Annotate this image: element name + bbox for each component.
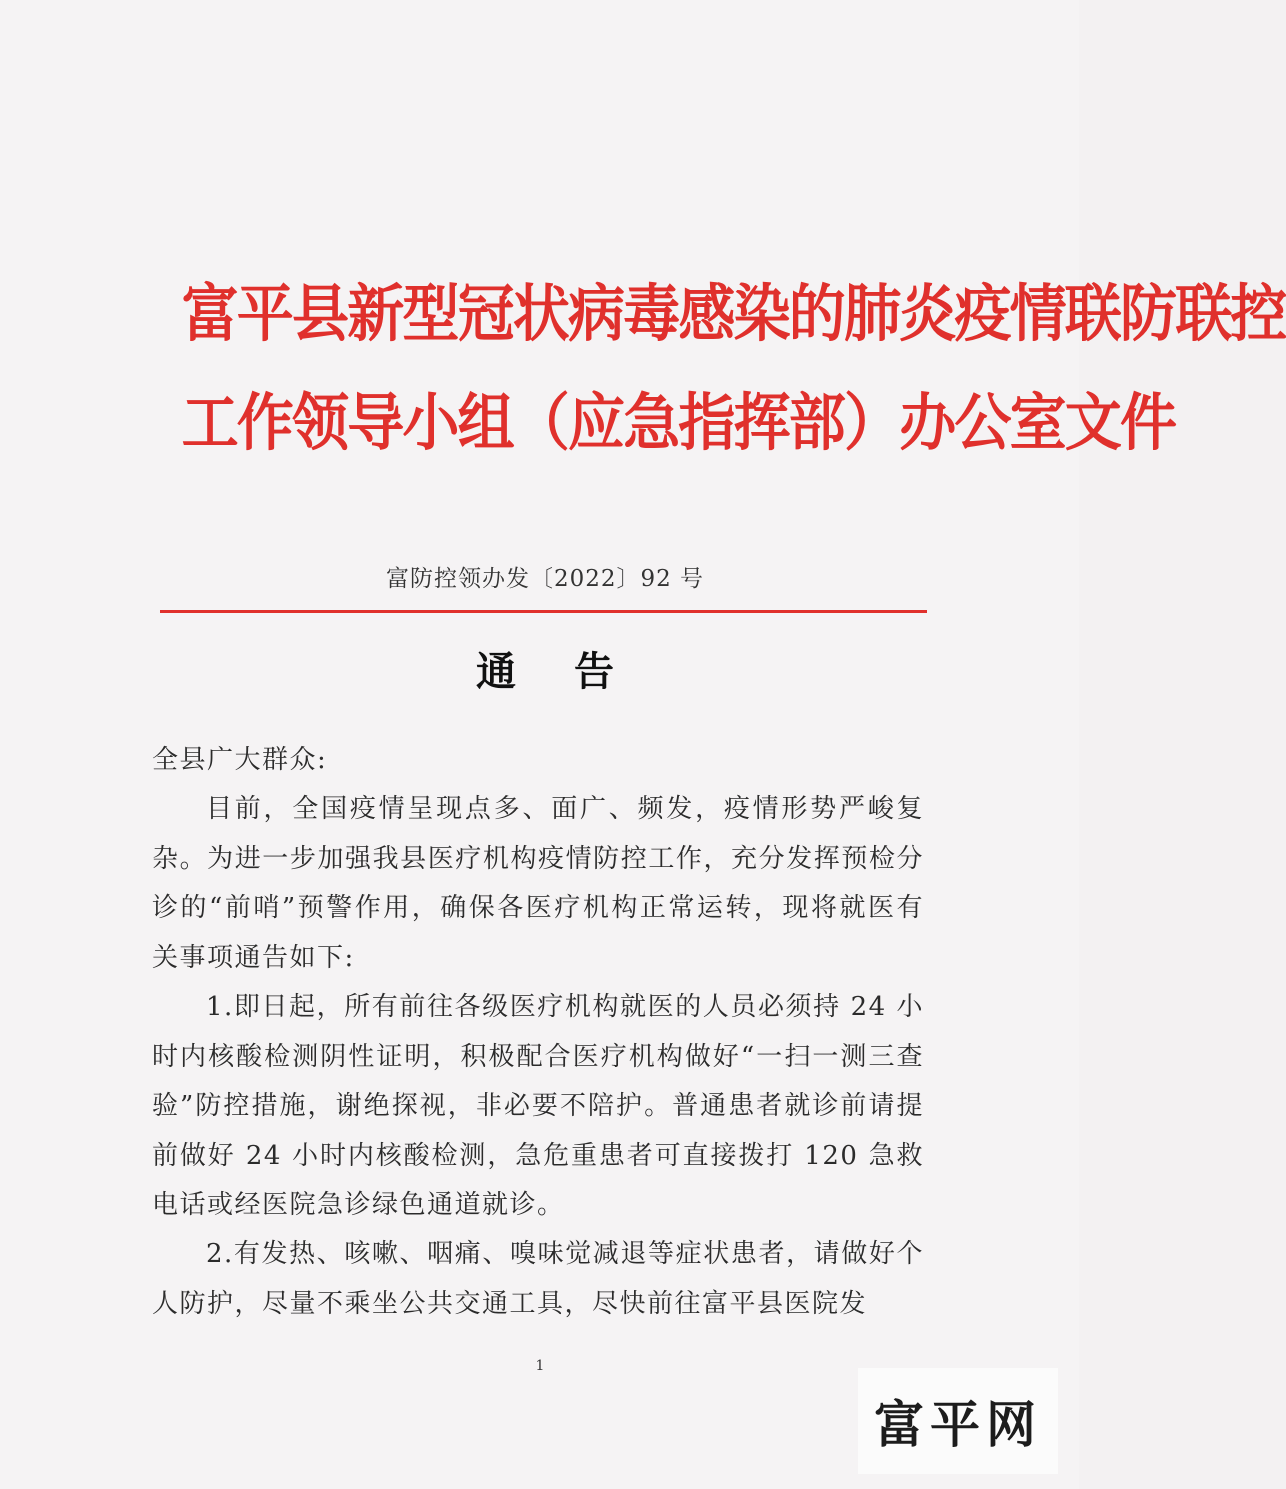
notice-title: 通告 [476,649,672,695]
watermark-text: 富平网 [874,1396,1042,1454]
page-number: 1 [535,1358,545,1374]
red-divider-line [160,610,927,613]
site-watermark-logo [858,1368,1058,1474]
document-header-title-line-2: 工作领导小组（应急指挥部）办公室文件 [181,386,1176,459]
paragraph-item-1: 1.即日起，所有前往各级医疗机构就医的人员必须持 24 小时内核酸检测阴性证明，积极配合医疗机构做好“一扫一测三查验”防控措施，谢绝探视，非必要不陪护。普通患者就诊前请提前做好 24 小时内核酸检测，急危重患者可直接拨打 120 急救电话或经医院急诊绿色通道就诊。 [152,992,924,1220]
document-number: 富防控领办发〔2022〕92 号 [385,566,705,592]
document-header-title-line-1: 富平县新型冠状病毒感染的肺炎疫情联防联控 [181,277,1286,350]
paragraph-intro: 目前，全国疫情呈现点多、面广、频发，疫情形势严峻复杂。为进一步加强我县医疗机构疫情防控工作，充分发挥预检分诊的“前哨”预警作用，确保各医疗机构正常运转，现将就医有关事项通告如下: [152,794,924,973]
paragraph-item-2: 2.有发热、咳嗽、咽痛、嗅味觉减退等症状患者，请做好个人防护，尽量不乘坐公共交通工具，尽快前往富平县医院发 [152,1239,924,1319]
salutation: 全县广大群众: [152,745,328,775]
